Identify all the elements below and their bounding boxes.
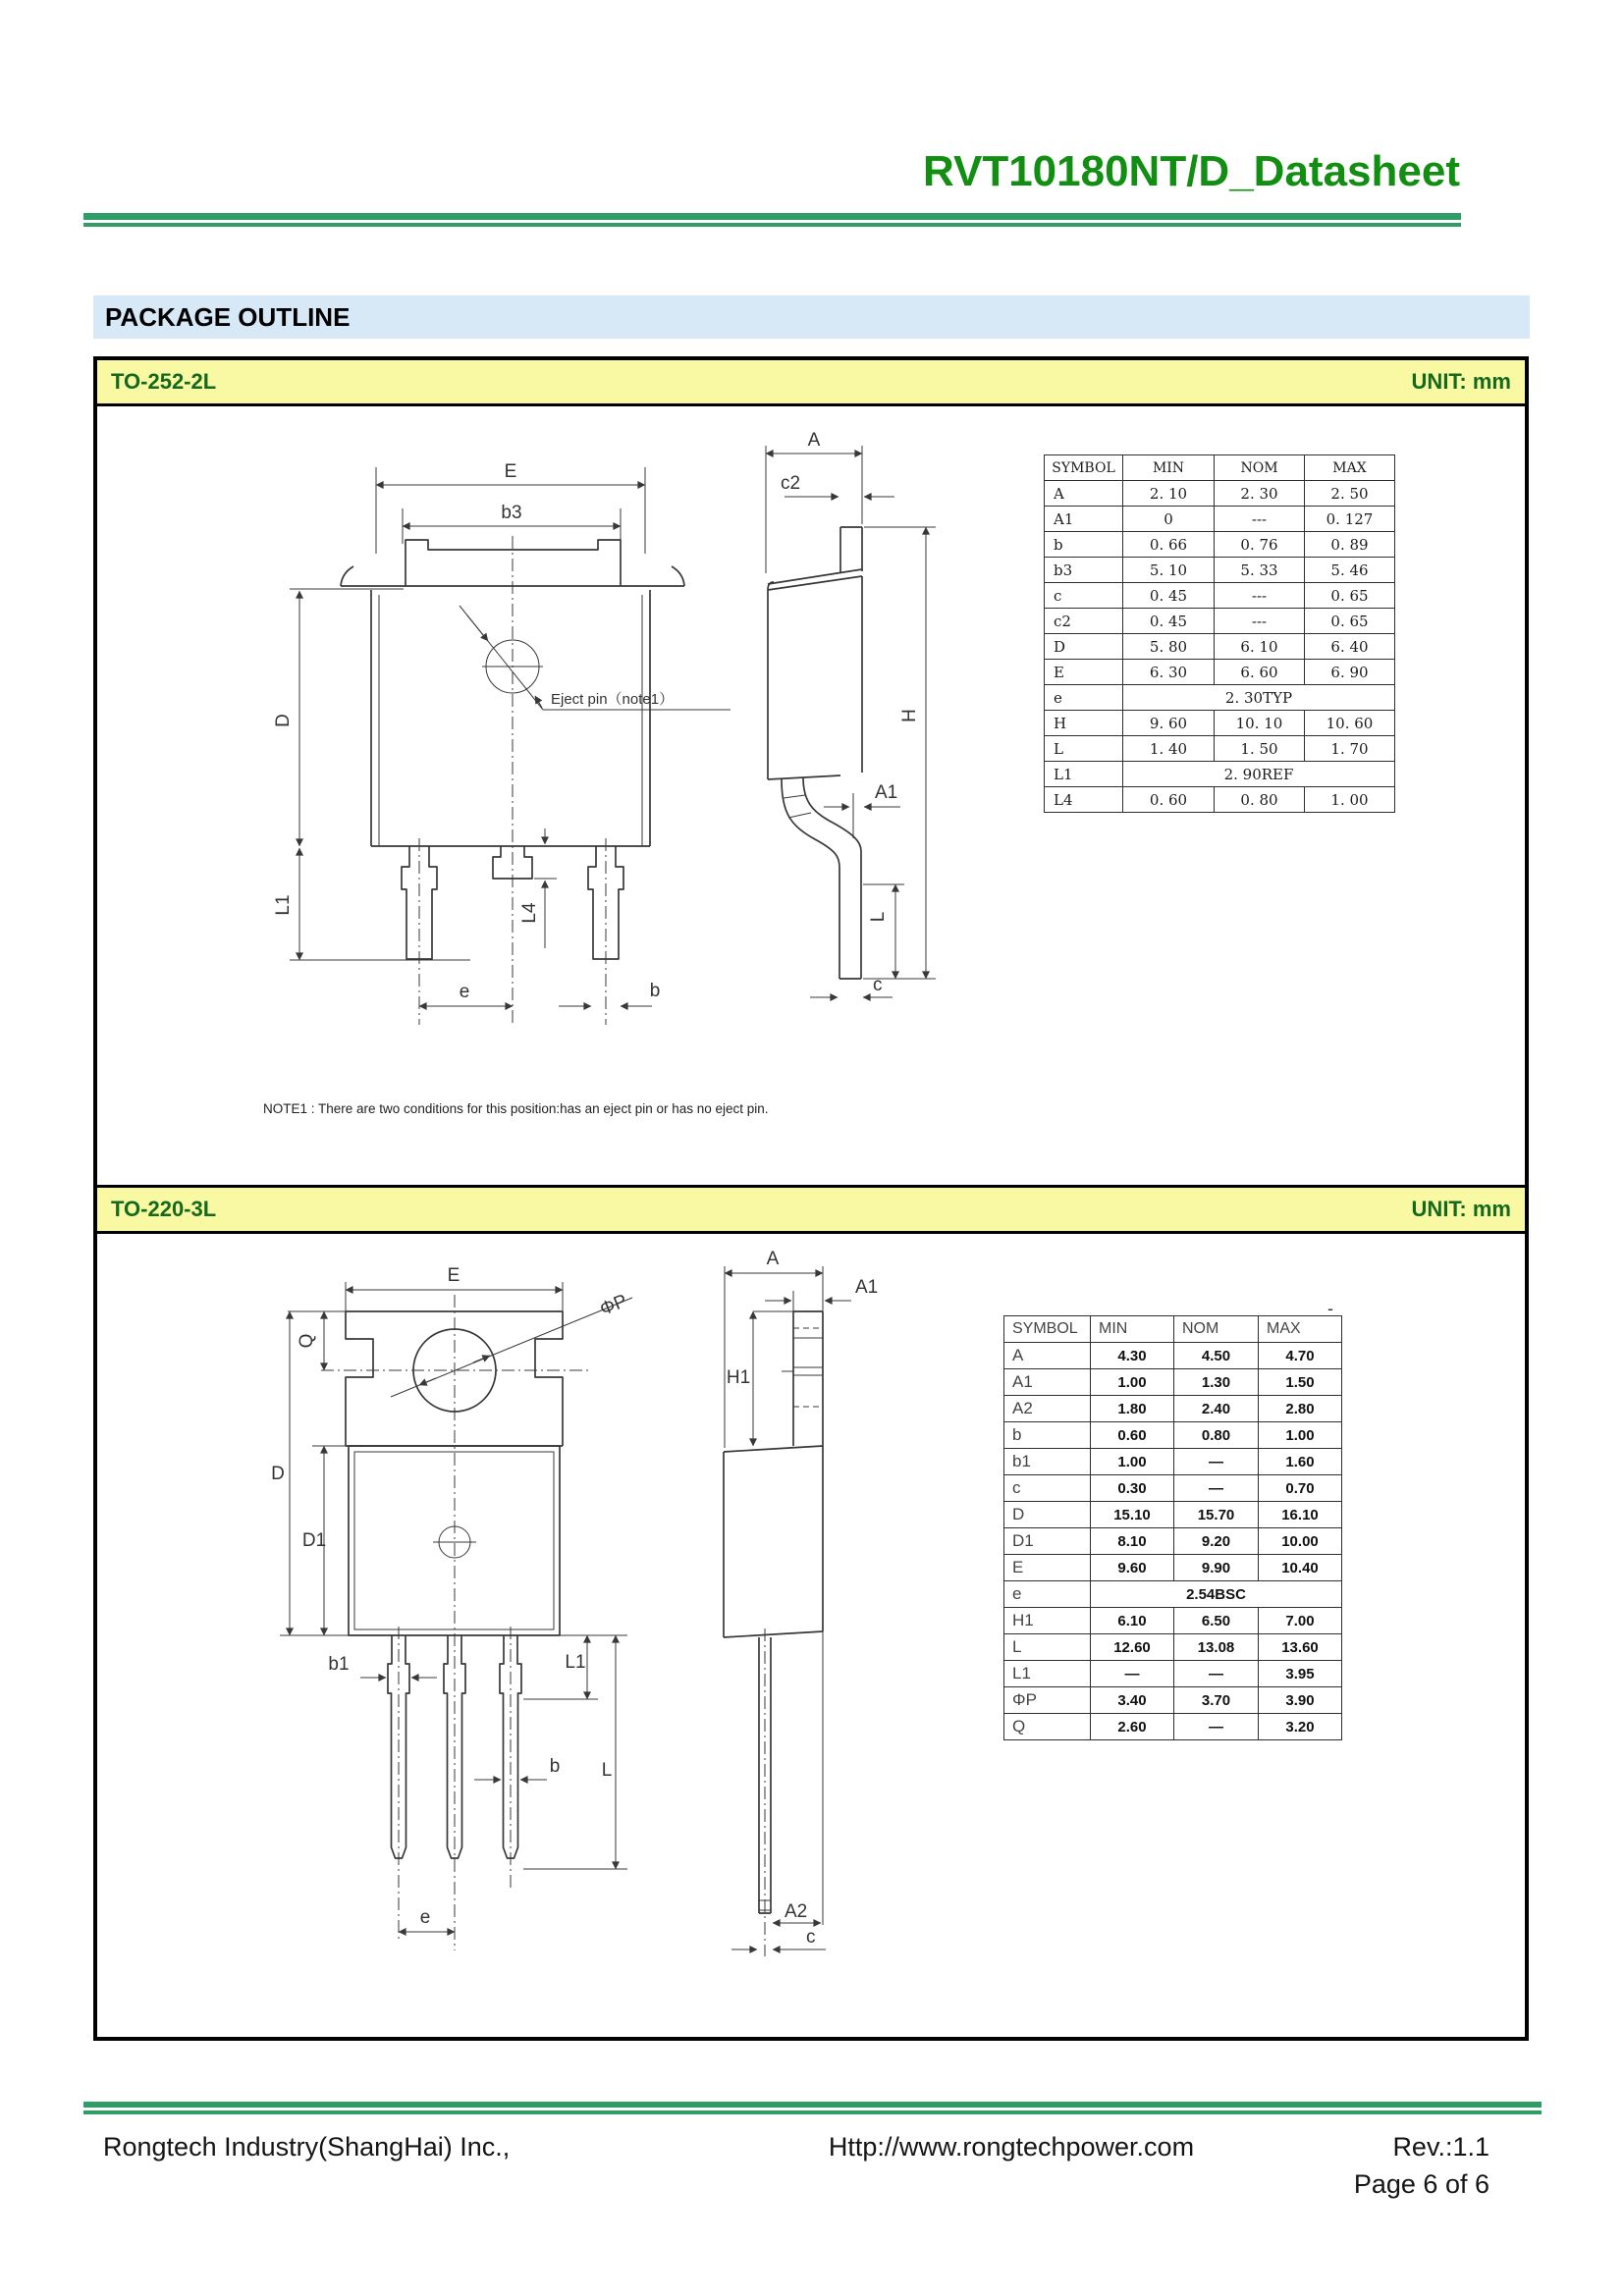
- value-cell: —: [1174, 1475, 1259, 1502]
- value-cell: 9.20: [1174, 1528, 1259, 1555]
- value-cell: 13.60: [1259, 1634, 1342, 1661]
- symbol-cell: D: [1045, 634, 1123, 660]
- symbol-cell: E: [1045, 660, 1123, 685]
- table-row: [1045, 762, 1395, 787]
- value-cell: 2. 90REF: [1123, 762, 1395, 787]
- value-cell: 2.80: [1259, 1396, 1342, 1422]
- value-cell: 0. 45: [1123, 609, 1215, 634]
- table-row: [1045, 558, 1395, 583]
- value-cell: 0. 60: [1123, 787, 1215, 813]
- footer-company: Rongtech Industry(ShangHai) Inc.,: [103, 2132, 511, 2162]
- value-cell: 6. 60: [1215, 660, 1305, 685]
- dim-label-b: b: [649, 981, 661, 1001]
- to252-package-drawing: [97, 406, 1040, 1185]
- symbol-cell: A2: [1004, 1396, 1091, 1422]
- column-header: NOM: [1215, 455, 1305, 481]
- symbol-cell: H1: [1004, 1608, 1091, 1634]
- symbol-cell: D: [1004, 1502, 1091, 1528]
- table-row: [1004, 1502, 1342, 1528]
- table-header-row: [1004, 1316, 1342, 1343]
- value-cell: 0: [1123, 507, 1215, 532]
- package-outline-box: [93, 356, 1529, 2041]
- symbol-cell: L: [1004, 1634, 1091, 1661]
- value-cell: —: [1174, 1449, 1259, 1475]
- value-cell: 6. 30: [1123, 660, 1215, 685]
- dim-label-L: L: [601, 1760, 613, 1781]
- table-row: [1045, 787, 1395, 813]
- dim-label-A1: A1: [855, 1277, 879, 1298]
- dim-label-H1: H1: [726, 1367, 751, 1388]
- value-cell: 3.20: [1259, 1714, 1342, 1740]
- value-cell: 0. 65: [1305, 609, 1395, 634]
- value-cell: 1. 40: [1123, 736, 1215, 762]
- value-cell: 5. 46: [1305, 558, 1395, 583]
- value-cell: 0. 76: [1215, 532, 1305, 558]
- value-cell: 2. 30TYP: [1123, 685, 1395, 711]
- value-cell: 10.00: [1259, 1528, 1342, 1555]
- dim-label-H: H: [899, 709, 920, 722]
- dim-label-E: E: [504, 461, 517, 482]
- value-cell: 1.00: [1091, 1449, 1174, 1475]
- symbol-cell: e: [1004, 1581, 1091, 1608]
- value-cell: 6. 90: [1305, 660, 1395, 685]
- symbol-cell: c: [1004, 1475, 1091, 1502]
- value-cell: 1. 50: [1215, 736, 1305, 762]
- symbol-cell: D1: [1004, 1528, 1091, 1555]
- column-header: MAX: [1259, 1316, 1342, 1343]
- table-row: [1045, 609, 1395, 634]
- value-cell: 12.60: [1091, 1634, 1174, 1661]
- value-cell: ---: [1215, 609, 1305, 634]
- symbol-cell: L1: [1045, 762, 1123, 787]
- dim-label-A2: A2: [785, 1901, 808, 1922]
- value-cell: 6. 40: [1305, 634, 1395, 660]
- value-cell: 4.30: [1091, 1343, 1174, 1369]
- to252-drawing-area: [97, 406, 1525, 1185]
- table-row: [1004, 1396, 1342, 1422]
- to252-front-view: [273, 461, 731, 1025]
- to220-dimension-table: [1003, 1315, 1342, 1740]
- table-row: [1045, 634, 1395, 660]
- symbol-cell: c2: [1045, 609, 1123, 634]
- value-cell: 0.60: [1091, 1422, 1174, 1449]
- value-cell: 10.40: [1259, 1555, 1342, 1581]
- value-cell: 2.60: [1091, 1714, 1174, 1740]
- value-cell: 0. 127: [1305, 507, 1395, 532]
- value-cell: 1.60: [1259, 1449, 1342, 1475]
- symbol-cell: Q: [1004, 1714, 1091, 1740]
- stray-dash-mark: -: [1327, 1299, 1333, 1318]
- value-cell: —: [1091, 1661, 1174, 1687]
- value-cell: 1. 70: [1305, 736, 1395, 762]
- page-title: RVT10180NT/D_Datasheet: [923, 147, 1460, 195]
- value-cell: 1.80: [1091, 1396, 1174, 1422]
- header-rule-top: [83, 213, 1461, 220]
- symbol-cell: b3: [1045, 558, 1123, 583]
- value-cell: 0.70: [1259, 1475, 1342, 1502]
- value-cell: 0.80: [1174, 1422, 1259, 1449]
- column-header: MIN: [1091, 1316, 1174, 1343]
- value-cell: 15.70: [1174, 1502, 1259, 1528]
- value-cell: 3.70: [1174, 1687, 1259, 1714]
- table-row: [1004, 1422, 1342, 1449]
- symbol-cell: ΦP: [1004, 1687, 1091, 1714]
- value-cell: 10. 10: [1215, 711, 1305, 736]
- table-row: [1045, 711, 1395, 736]
- value-cell: —: [1174, 1714, 1259, 1740]
- value-cell: 5. 33: [1215, 558, 1305, 583]
- to220-side-view: [724, 1249, 878, 1956]
- dim-label-b3: b3: [501, 503, 522, 523]
- symbol-cell: H: [1045, 711, 1123, 736]
- dim-label-b: b: [549, 1756, 561, 1777]
- value-cell: 1.30: [1174, 1369, 1259, 1396]
- to220-drawing-area: [97, 1234, 1525, 2035]
- dim-label-b1: b1: [328, 1654, 350, 1675]
- value-cell: 0. 65: [1305, 583, 1395, 609]
- symbol-cell: L1: [1004, 1661, 1091, 1687]
- eject-pin-callout: Eject pin（note1）: [551, 691, 675, 708]
- value-cell: 6.50: [1174, 1608, 1259, 1634]
- table-row: [1045, 481, 1395, 507]
- value-cell: 0. 66: [1123, 532, 1215, 558]
- symbol-cell: A1: [1045, 507, 1123, 532]
- dim-label-phiP: ΦP: [597, 1290, 630, 1320]
- value-cell: 1.50: [1259, 1369, 1342, 1396]
- dim-label-L1: L1: [273, 894, 294, 916]
- value-cell: 1. 00: [1305, 787, 1395, 813]
- symbol-cell: L: [1045, 736, 1123, 762]
- symbol-cell: A: [1045, 481, 1123, 507]
- table-row: [1004, 1687, 1342, 1714]
- column-header: SYMBOL: [1004, 1316, 1091, 1343]
- symbol-cell: A: [1004, 1343, 1091, 1369]
- table-row: [1045, 736, 1395, 762]
- value-cell: 13.08: [1174, 1634, 1259, 1661]
- table-row: [1004, 1714, 1342, 1740]
- value-cell: 7.00: [1259, 1608, 1342, 1634]
- value-cell: 3.40: [1091, 1687, 1174, 1714]
- value-cell: 15.10: [1091, 1502, 1174, 1528]
- column-header: SYMBOL: [1045, 455, 1123, 481]
- column-header: MIN: [1123, 455, 1215, 481]
- to252-header-bar: [97, 360, 1525, 406]
- dim-label-E: E: [447, 1265, 460, 1286]
- to220-package-name: TO-220-3L: [111, 1197, 217, 1221]
- to220-unit-label: UNIT: mm: [1411, 1197, 1511, 1221]
- value-cell: 1.00: [1091, 1369, 1174, 1396]
- footer-rule-bottom: [83, 2110, 1542, 2114]
- table-row: [1004, 1343, 1342, 1369]
- table-row: [1004, 1449, 1342, 1475]
- dim-label-A: A: [807, 430, 821, 451]
- value-cell: 2. 10: [1123, 481, 1215, 507]
- value-cell: 0. 80: [1215, 787, 1305, 813]
- value-cell: 2.40: [1174, 1396, 1259, 1422]
- table-header-row: [1045, 455, 1395, 481]
- value-cell: 9.90: [1174, 1555, 1259, 1581]
- dim-label-L: L: [868, 911, 889, 923]
- value-cell: 0. 89: [1305, 532, 1395, 558]
- value-cell: 2. 30: [1215, 481, 1305, 507]
- dim-label-A1: A1: [875, 782, 898, 803]
- value-cell: ---: [1215, 507, 1305, 532]
- symbol-cell: b: [1045, 532, 1123, 558]
- footer-rule-top: [83, 2102, 1542, 2108]
- table-row: [1004, 1608, 1342, 1634]
- section-heading: PACKAGE OUTLINE: [93, 295, 1530, 339]
- value-cell: 6. 10: [1215, 634, 1305, 660]
- symbol-cell: e: [1045, 685, 1123, 711]
- table-row: [1045, 685, 1395, 711]
- value-cell: 5. 10: [1123, 558, 1215, 583]
- symbol-cell: A1: [1004, 1369, 1091, 1396]
- footer-website: Http://www.rongtechpower.com: [828, 2132, 1195, 2162]
- value-cell: 0. 45: [1123, 583, 1215, 609]
- value-cell: 10. 60: [1305, 711, 1395, 736]
- value-cell: 9.60: [1091, 1555, 1174, 1581]
- to220-header-bar: [97, 1185, 1525, 1234]
- value-cell: ---: [1215, 583, 1305, 609]
- to252-note: NOTE1 : There are two conditions for this position:has an eject pin or has no eject pin.: [263, 1101, 769, 1116]
- table-row: [1045, 507, 1395, 532]
- dim-label-c2: c2: [780, 473, 801, 494]
- footer-revision: Rev.:1.1: [1392, 2132, 1489, 2162]
- symbol-cell: L4: [1045, 787, 1123, 813]
- value-cell: 2.54BSC: [1091, 1581, 1342, 1608]
- value-cell: 4.50: [1174, 1343, 1259, 1369]
- dim-label-c: c: [806, 1927, 816, 1948]
- table-row: [1004, 1528, 1342, 1555]
- to252-dimension-table: [1044, 454, 1395, 813]
- dim-label-A: A: [766, 1249, 780, 1269]
- value-cell: 3.95: [1259, 1661, 1342, 1687]
- dim-label-e: e: [459, 982, 470, 1002]
- column-header: NOM: [1174, 1316, 1259, 1343]
- symbol-cell: E: [1004, 1555, 1091, 1581]
- dim-label-e: e: [419, 1907, 431, 1928]
- table-row: [1004, 1369, 1342, 1396]
- to220-front-view: [271, 1265, 632, 1950]
- dim-label-D: D: [271, 1464, 285, 1484]
- value-cell: —: [1174, 1661, 1259, 1687]
- dim-label-c: c: [873, 975, 883, 995]
- table-row: [1045, 532, 1395, 558]
- dim-label-L1: L1: [565, 1652, 586, 1673]
- table-row: [1045, 660, 1395, 685]
- footer-page-number: Page 6 of 6: [1353, 2169, 1489, 2199]
- value-cell: 4.70: [1259, 1343, 1342, 1369]
- table-row: [1004, 1661, 1342, 1687]
- column-header: MAX: [1305, 455, 1395, 481]
- table-row: [1004, 1555, 1342, 1581]
- header-rule-bottom: [83, 223, 1461, 227]
- table-row: [1045, 583, 1395, 609]
- value-cell: 2. 50: [1305, 481, 1395, 507]
- to252-package-name: TO-252-2L: [111, 369, 217, 394]
- symbol-cell: b: [1004, 1422, 1091, 1449]
- value-cell: 9. 60: [1123, 711, 1215, 736]
- value-cell: 5. 80: [1123, 634, 1215, 660]
- dim-label-D1: D1: [301, 1530, 327, 1551]
- to220-package-drawing: [97, 1234, 1040, 2035]
- value-cell: 6.10: [1091, 1608, 1174, 1634]
- to252-unit-label: UNIT: mm: [1411, 369, 1511, 394]
- table-row: [1004, 1581, 1342, 1608]
- table-row: [1004, 1475, 1342, 1502]
- dim-label-L4: L4: [519, 902, 540, 924]
- symbol-cell: c: [1045, 583, 1123, 609]
- dim-label-D: D: [273, 714, 294, 727]
- value-cell: 0.30: [1091, 1475, 1174, 1502]
- dim-label-Q: Q: [297, 1333, 317, 1349]
- table-row: [1004, 1634, 1342, 1661]
- value-cell: 1.00: [1259, 1422, 1342, 1449]
- value-cell: 8.10: [1091, 1528, 1174, 1555]
- to252-side-view: [766, 430, 936, 997]
- value-cell: 16.10: [1259, 1502, 1342, 1528]
- value-cell: 3.90: [1259, 1687, 1342, 1714]
- symbol-cell: b1: [1004, 1449, 1091, 1475]
